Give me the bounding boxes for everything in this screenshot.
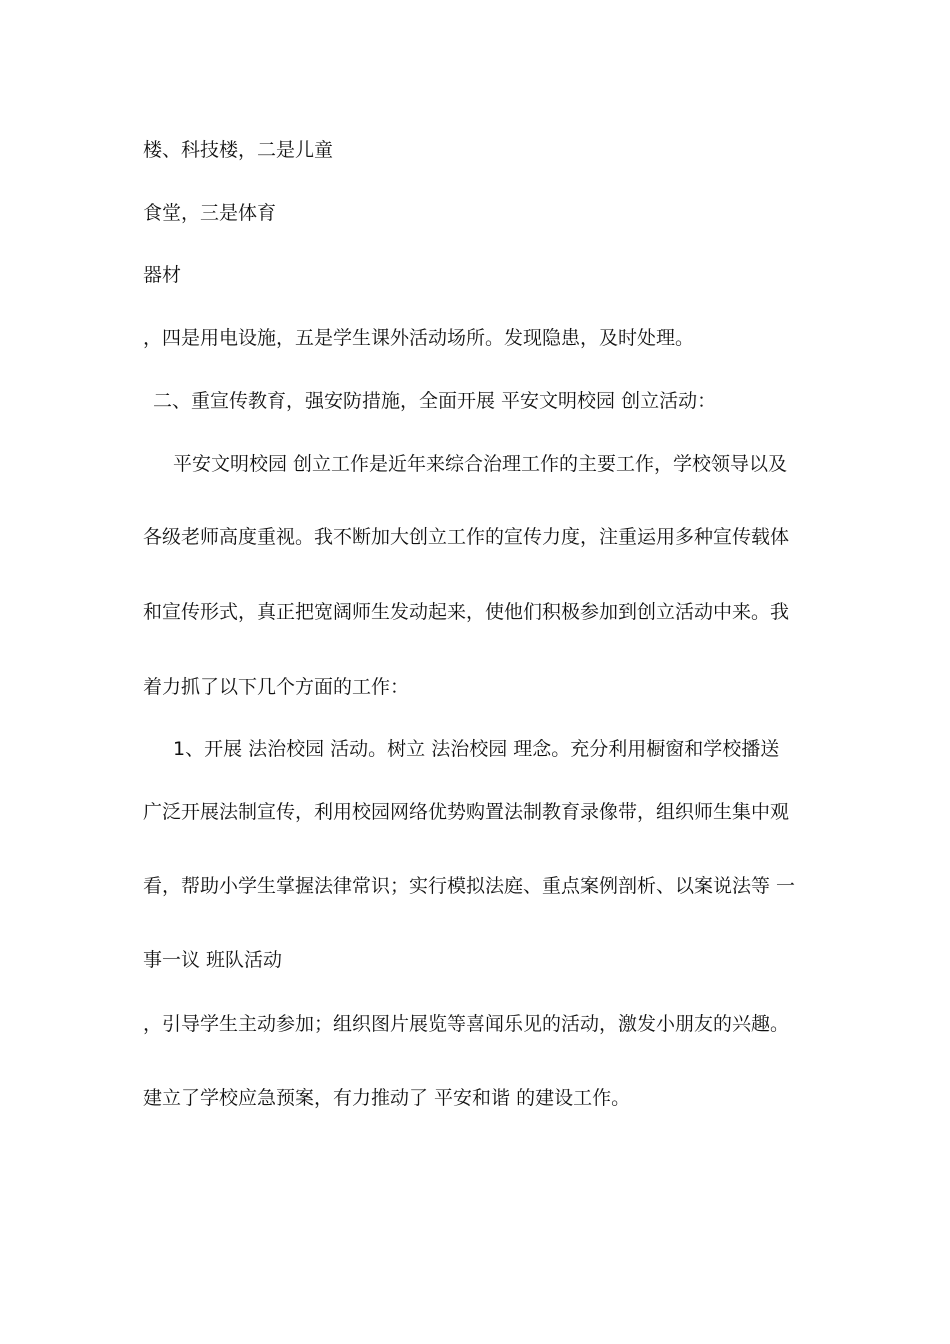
text-line: 广泛开展法制宣传，利用校园网络优势购置法制教育录像带，组织师生集中观 — [143, 801, 790, 823]
section-heading: 二、重宣传教育，强安防措施，全面开展 平安文明校园 创立活动： — [153, 390, 717, 412]
text-line: 和宣传形式，真正把宽阔师生发动起来，使他们积极参加到创立活动中来。我 — [143, 601, 790, 623]
text-line: ，引导学生主动参加；组织图片展览等喜闻乐见的活动，激发小朋友的兴趣。 — [143, 1013, 790, 1035]
paragraph-first-line: 平安文明校园 创立工作是近年来综合治理工作的主要工作，学校领导以及 — [173, 453, 788, 475]
text-line: 着力抓了以下几个方面的工作： — [143, 676, 410, 698]
list-item-first-line: 1、开展 法治校园 活动。树立 法治校园 理念。充分利用橱窗和学校播送 — [173, 738, 780, 760]
text-line: 各级老师高度重视。我不断加大创立工作的宣传力度，注重运用多种宣传载体 — [143, 526, 790, 548]
text-line: 楼、科技楼，二是儿童 — [143, 139, 334, 161]
text-line: ，四是用电设施，五是学生课外活动场所。发现隐患，及时处理。 — [143, 327, 695, 349]
text-line: 器材 — [143, 264, 182, 286]
text-line: 看，帮助小学生掌握法律常识；实行模拟法庭、重点案例剖析、以案说法等 一 — [143, 875, 796, 897]
text-line: 建立了学校应急预案，有力推动了 平安和谐 的建设工作。 — [143, 1087, 631, 1109]
text-line: 食堂，三是体育 — [143, 202, 277, 224]
text-line: 事一议 班队活动 — [143, 949, 283, 971]
